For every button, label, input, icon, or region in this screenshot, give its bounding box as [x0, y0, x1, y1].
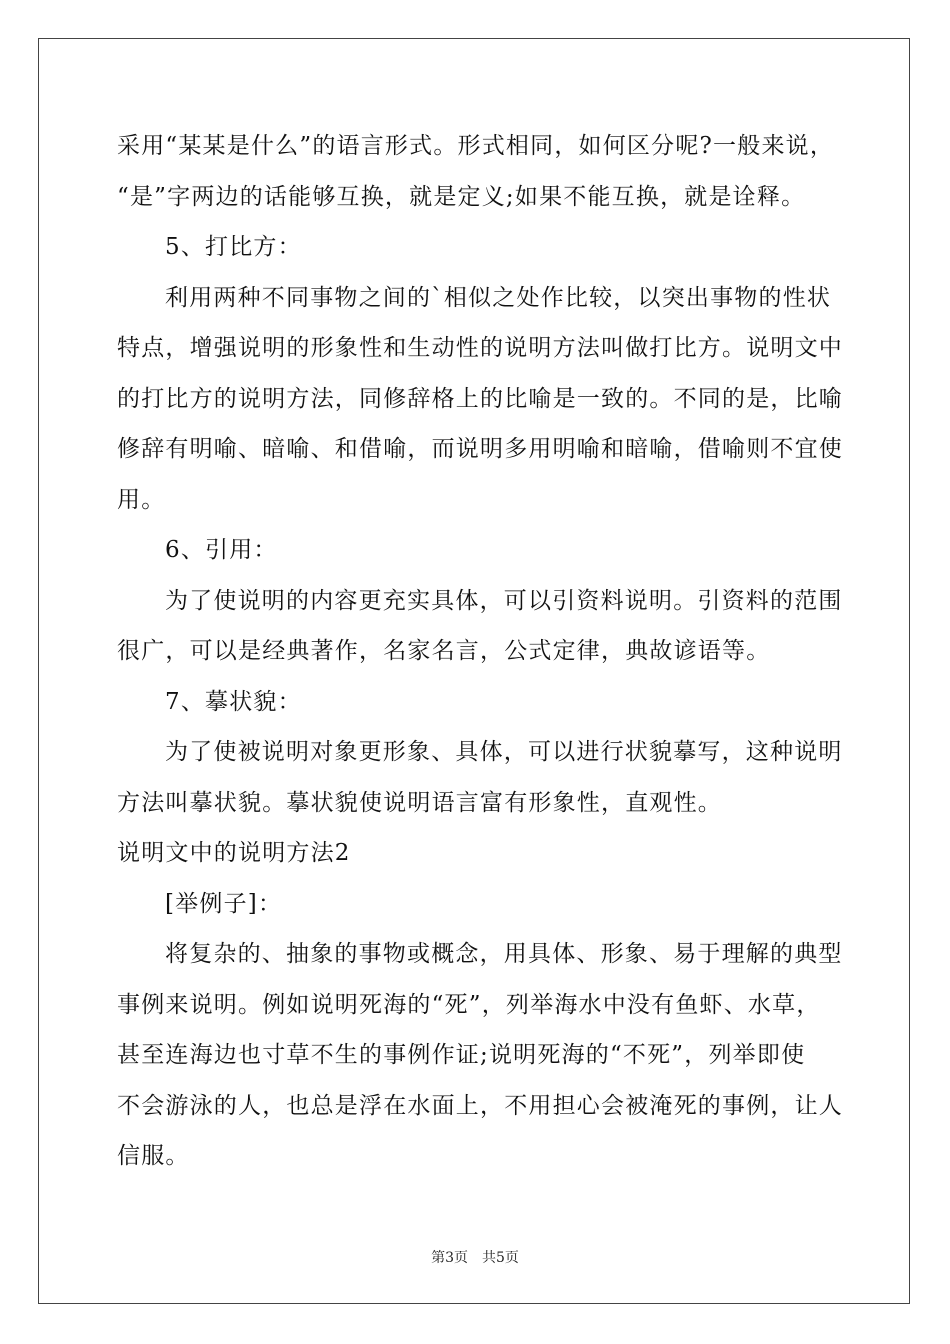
text-line: 信服。 — [117, 1143, 190, 1169]
section-heading: 7、摹状貌： — [165, 688, 302, 715]
article-title: 说明文中的说明方法2 — [117, 840, 351, 866]
text-line: 方法叫摹状貌。摹状貌使说明语言富有形象性，直观性。 — [117, 789, 722, 816]
text-line: 修辞有明喻、暗喻、和借喻，而说明多用明喻和暗喻，借喻则不宜使 — [117, 436, 843, 462]
page-footer — [0, 1247, 950, 1267]
page-number-current: 第3页 — [431, 1250, 468, 1266]
text-line: 采用“某某是什么”的语言形式。形式相同，如何区分呢?一般来说， — [117, 133, 835, 159]
text-line: 用。 — [117, 486, 166, 513]
text-line: 将复杂的、抽象的事物或概念，用具体、形象、易于理解的典型 — [165, 941, 843, 967]
text-line: 甚至连海边也寸草不生的事例作证;说明死海的“不死”，列举即使 — [117, 1042, 806, 1068]
page-number-total: 共5页 — [482, 1250, 519, 1266]
text-line: 很广，可以是经典著作，名家名言，公式定律，典故谚语等。 — [117, 638, 771, 664]
document-body — [117, 121, 843, 1182]
section-heading: 5、打比方： — [165, 234, 302, 260]
text-line: 的打比方的说明方法，同修辞格上的比喻是一致的。不同的是，比喻 — [117, 385, 843, 412]
text-line: 特点，增强说明的形象性和生动性的说明方法叫做打比方。说明文中 — [117, 335, 843, 361]
text-line: 为了使被说明对象更形象、具体，可以进行状貌摹写，这种说明 — [165, 739, 843, 765]
text-line: 为了使说明的内容更充实具体，可以引资料说明。引资料的范围 — [165, 587, 843, 614]
section-heading: [举例子]： — [165, 890, 283, 917]
section-heading: 6、引用： — [165, 537, 278, 563]
text-line: 不会游泳的人，也总是浮在水面上，不用担心会被淹死的事例，让人 — [117, 1092, 843, 1119]
text-line: “是”字两边的话能够互换，就是定义;如果不能互换，就是诠释。 — [117, 183, 806, 210]
text-line: 利用两种不同事物之间的`相似之处作比较，以突出事物的性状 — [165, 284, 832, 311]
text-line: 事例来说明。例如说明死海的“死”，列举海水中没有鱼虾、水草， — [117, 991, 821, 1018]
